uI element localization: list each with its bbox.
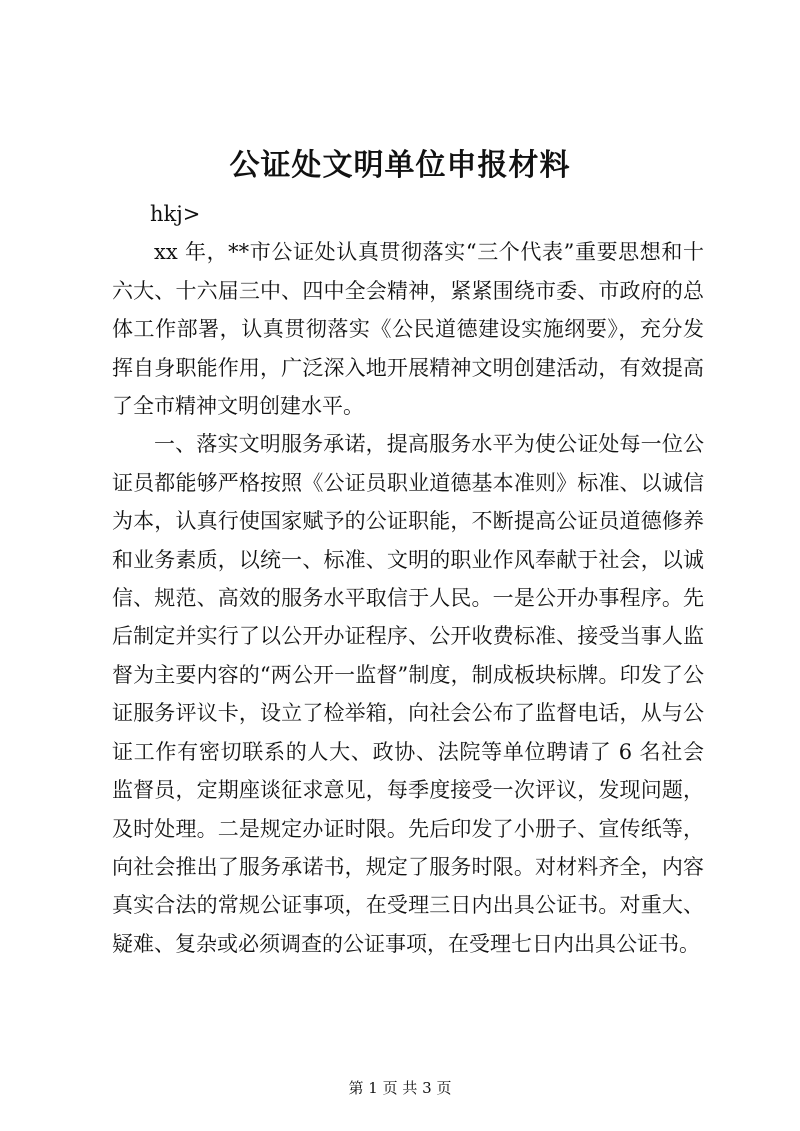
paragraph-intro: xx 年，**市公证处认真贯彻落实“三个代表”重要思想和十六大、十六届三中、四中全会精神，紧紧围绕市委、市政府的总体工作部署，认真贯彻落实《公民道德建设实施纲要》，充分发挥自身职能作用，广泛深入地开展精神文明创建活动，有效提高了全市精神文明创建水平。 — [112, 240, 704, 419]
document-body — [112, 195, 704, 963]
paragraph-section-one: 一、落实文明服务承诺，提高服务水平为使公证处每一位公证员都能够严格按照《公证员职业道德基本准则》标准、以诚信为本，认真行使国家赋予的公证职能，不断提高公证员道德修养和业务素质，以统一、标准、文明的职业作风奉献于社会，以诚信、规范、高效的服务水平取信于人民。一是公开办事程序。先后制定并实行了以公开办证程序、公开收费标准、接受当事人监督为主要内容的“两公开一监督”制度，制成板块标牌。印发了公证服务评议卡，设立了检举箱，向社会公布了监督电话，从与公证工作有密切联系的人大、政协、法院等单位聘请了 6 名社会监督员，定期座谈征求意见，每季度接受一次评议，发现问题，及时处理。二是规定办证时限。先后印发了小册子、宣传纸等，向社会推出了服务承诺书，规定了服务时限。对材料齐全，内容真实合法的常规公证事项，在受理三日内出具公证书。对重大、疑难、复杂或必须调查的公证事项，在受理七日内出具公证书。 — [112, 432, 704, 956]
page-title: 公证处文明单位申报材料 — [229, 148, 571, 183]
code-line: hkj> — [150, 202, 201, 226]
page-footer: 第 1 页 共 3 页 — [348, 1079, 452, 1097]
